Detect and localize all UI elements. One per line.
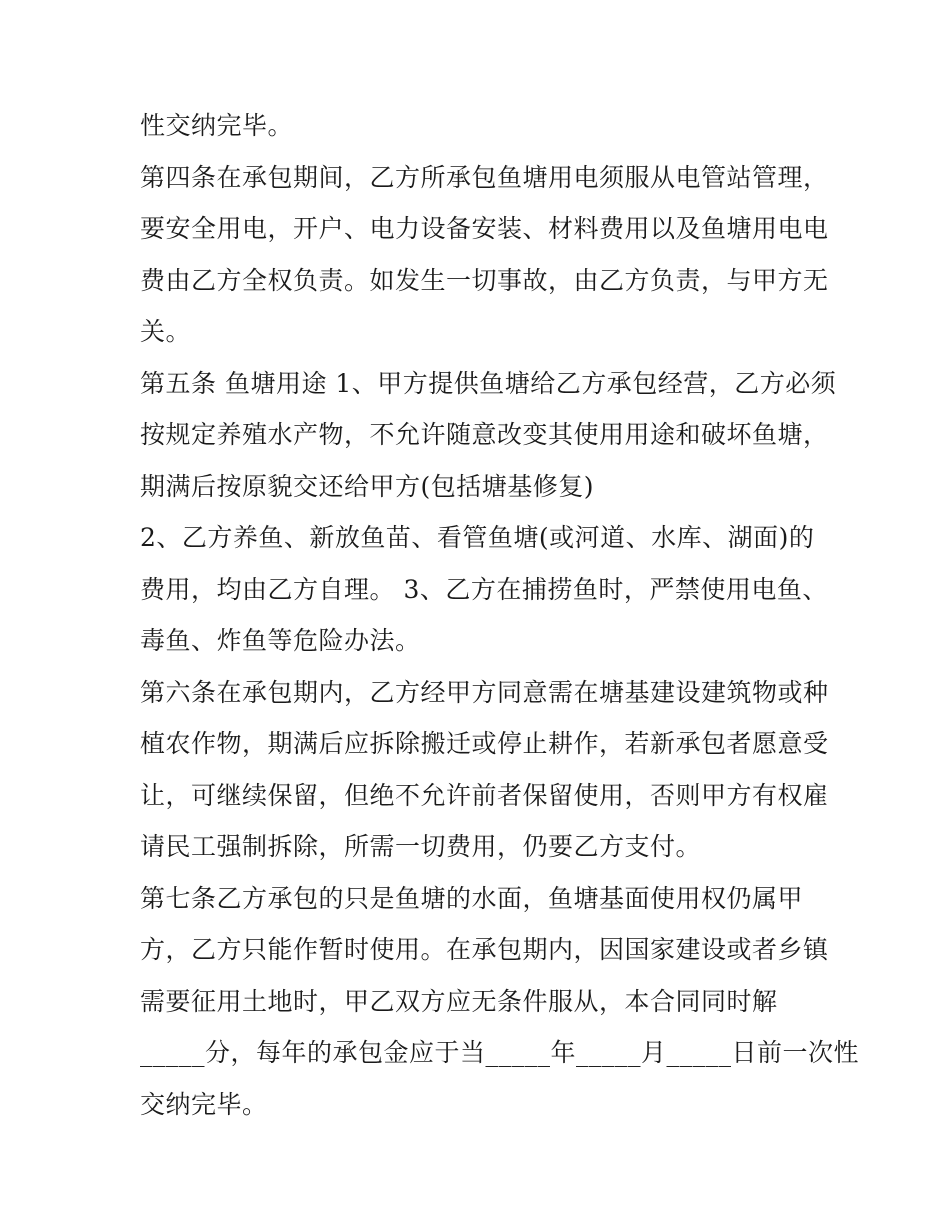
text-line: 需要征用土地时，甲乙双方应无条件服从，本合同同时解 [140,986,778,1016]
text-line: 请民工强制拆除，所需一切费用，仍要乙方支付。 [140,832,702,861]
text-line: 费用，均由乙方自理。 3、乙方在捕捞鱼时，严禁使用电鱼、 [140,574,828,604]
text-line: 第六条在承包期内，乙方经甲方同意需在塘基建设建筑物或种 [140,677,829,707]
text-line: 植农作物，期满后应拆除搬迁或停止耕作，若新承包者愿意受 [140,729,829,758]
text-line: 2、乙方养鱼、新放鱼苗、看管鱼塘(或河道、水库、湖面)的 [140,523,815,552]
text-line: 第四条在承包期间，乙方所承包鱼塘用电须服从电管站管理， [140,162,829,192]
text-line: 期满后按原貌交还给甲方(包括塘基修复) [140,471,595,501]
text-line: 交纳完毕。 [140,1089,268,1119]
text-line: 关。 [140,317,192,346]
text-line: 费由乙方全权负责。如发生一切事故，由乙方负责，与甲方无 [140,265,829,295]
document-page [140,100,860,1130]
text-line: 按规定养殖水产物，不允许随意改变其使用用途和破坏鱼塘， [140,420,829,449]
text-line: 要安全用电，开户、电力设备安装、材料费用以及鱼塘用电电 [140,214,829,243]
text-line: 第七条乙方承包的只是鱼塘的水面，鱼塘基面使用权仍属甲 [140,883,804,913]
text-line: 方，乙方只能作暂时使用。在承包期内，因国家建设或者乡镇 [140,935,829,964]
text-line: 让，可继续保留，但绝不允许前者保留使用，否则甲方有权雇 [140,780,829,810]
text-line: _____分，每年的承包金应于当_____年_____月_____日前一次性 [140,1038,860,1067]
text-line: 第五条 鱼塘用途 1、甲方提供鱼塘给乙方承包经营，乙方必须 [140,368,837,398]
text-line: 毒鱼、炸鱼等危险办法。 [140,626,421,655]
text-line: 性交纳完毕。 [140,111,294,140]
